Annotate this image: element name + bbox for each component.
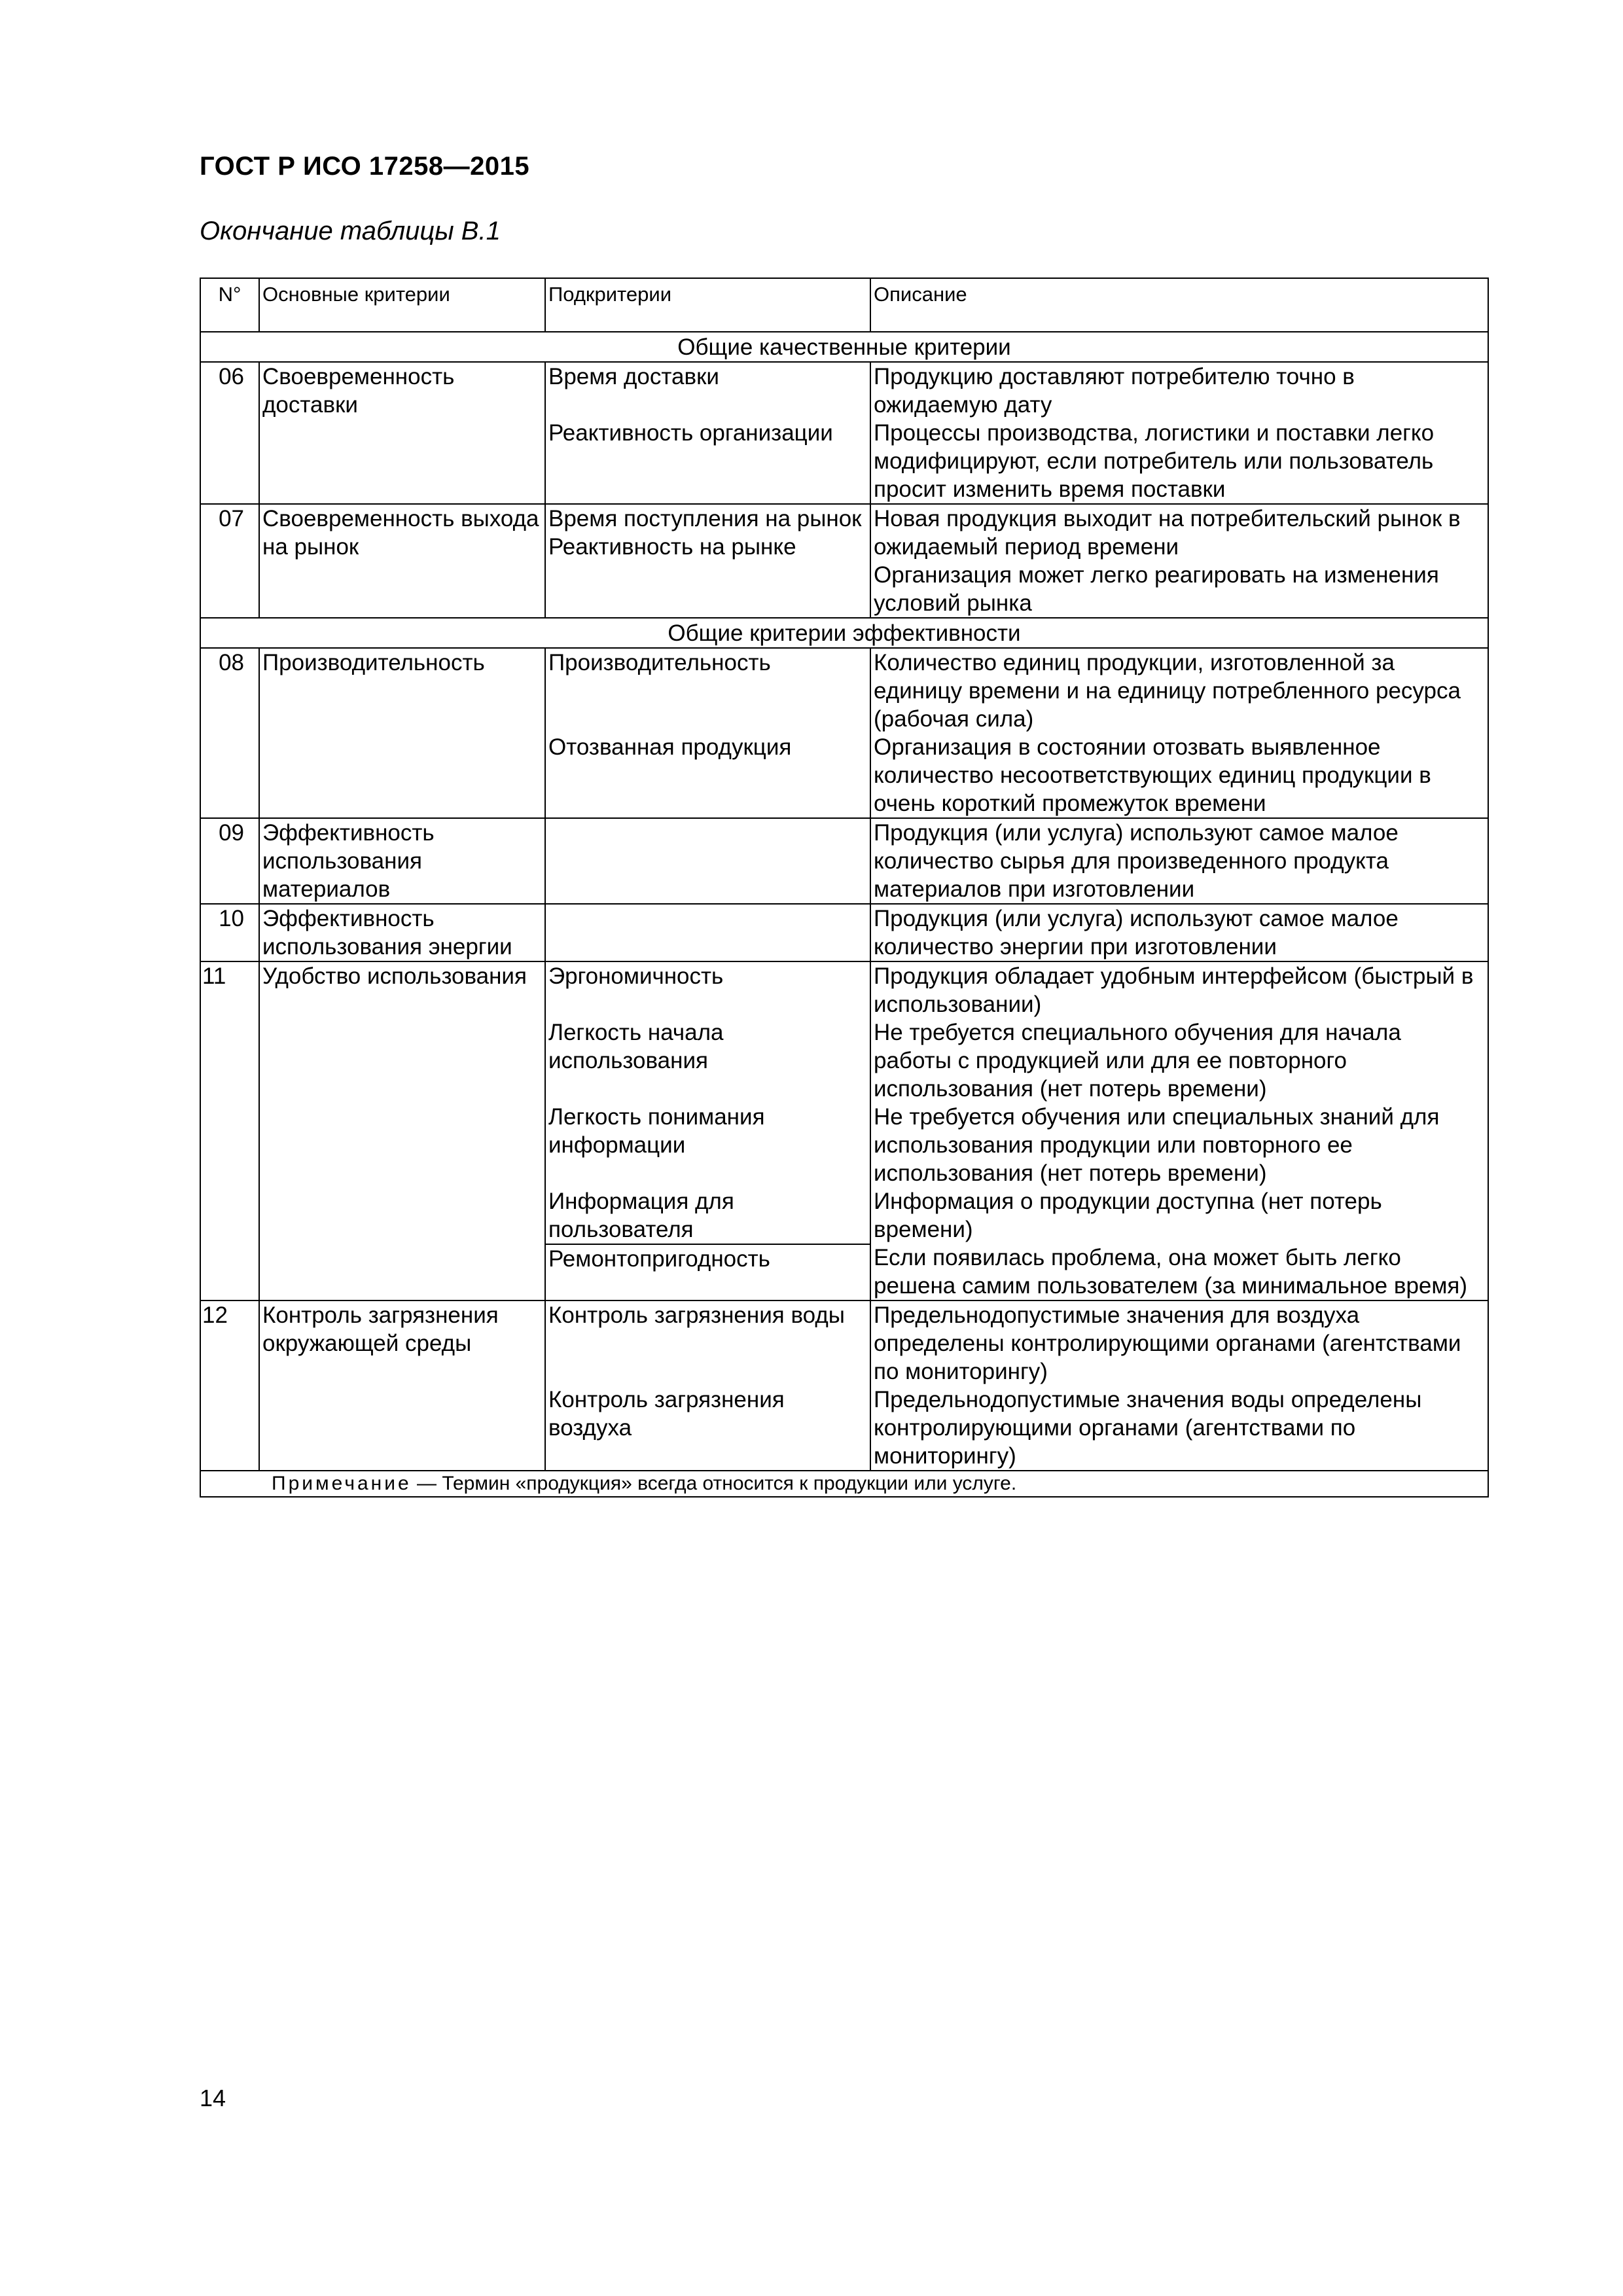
criteria-table bbox=[200, 278, 1489, 1498]
subcriterion: Производительность bbox=[548, 650, 771, 675]
table-row bbox=[200, 961, 1488, 1300]
row-criterion: Своевременность выхода на рынок bbox=[259, 504, 545, 618]
note-text: — Термин «продукция» всегда относится к продукции или услуге. bbox=[411, 1473, 1017, 1494]
row-subcriteria bbox=[545, 648, 870, 818]
row-criterion: Производительность bbox=[259, 648, 545, 818]
row-subcriteria bbox=[545, 961, 870, 1300]
row-number: 08 bbox=[200, 648, 259, 818]
row-criterion: Эффективность использования энергии bbox=[259, 904, 545, 961]
section-title-efficiency: Общие критерии эффективности bbox=[200, 618, 1488, 648]
table-caption: Окончание таблицы В.1 bbox=[200, 217, 501, 245]
row-number: 10 bbox=[200, 904, 259, 961]
description: Продукция обладает удобным интерфейсом (быстрый в использовании) bbox=[874, 963, 1474, 1017]
column-header-description: Описание bbox=[870, 278, 1488, 332]
column-header-number: N° bbox=[200, 278, 259, 332]
description: Организация в состоянии отозвать выявленное количество несоответствующих единиц продукции в очень короткий промежуток времени bbox=[874, 734, 1431, 816]
description: Не требуется обучения или специальных знаний для использования продукции или повторного ее использования (нет потерь времени) bbox=[874, 1104, 1440, 1186]
subcriterion: Ремонтопригодность bbox=[548, 1246, 770, 1272]
subcriterion: Реактивность на рынке bbox=[548, 534, 796, 560]
note-label: Примечание bbox=[272, 1473, 412, 1494]
description: Предельнодопустимые значения для воздуха определены контролирующими органами (агентствами по мониторингу) bbox=[874, 1302, 1461, 1384]
subcriterion: Время поступления на рынок bbox=[548, 506, 862, 531]
document-code: ГОСТ Р ИСО 17258—2015 bbox=[200, 152, 530, 181]
description: Количество единиц продукции, изготовленной за единицу времени и на единицу потребленного ресурса (рабочая сила) bbox=[874, 650, 1461, 732]
row-description: Продукция (или услуга) используют самое малое количество энергии при изготовлении bbox=[870, 904, 1488, 961]
row-description bbox=[870, 961, 1488, 1300]
row-subcriteria bbox=[545, 1300, 870, 1471]
table-row bbox=[200, 904, 1488, 961]
subcriterion: Отозванная продукция bbox=[548, 734, 792, 760]
row-subcriteria bbox=[545, 362, 870, 504]
row-subcriteria bbox=[545, 904, 870, 961]
section-title-quality: Общие качественные критерии bbox=[200, 332, 1488, 362]
subcriterion: Контроль загрязнения воды bbox=[548, 1302, 845, 1328]
table-row bbox=[200, 362, 1488, 504]
row-number: 12 bbox=[200, 1300, 259, 1471]
table-row bbox=[200, 1300, 1488, 1471]
row-subcriteria bbox=[545, 504, 870, 618]
row-description bbox=[870, 362, 1488, 504]
row-criterion: Удобство использования bbox=[259, 961, 545, 1300]
row-description: Продукция (или услуга) используют самое малое количество сырья для произведенного продукта материалов при изготовлении bbox=[870, 818, 1488, 904]
row-criterion: Эффективность использования материалов bbox=[259, 818, 545, 904]
description: Не требуется специального обучения для начала работы с продукцией или для ее повторного использования (нет потерь времени) bbox=[874, 1020, 1401, 1102]
subcriterion: Эргономичность bbox=[548, 963, 724, 989]
row-subcriteria bbox=[545, 818, 870, 904]
description: Новая продукция выходит на потребительский рынок в ожидаемый период времени bbox=[874, 506, 1461, 560]
row-number: 06 bbox=[200, 362, 259, 504]
table-header-row bbox=[200, 278, 1488, 332]
table-row bbox=[200, 504, 1488, 618]
description: Предельнодопустимые значения воды определены контролирующими органами (агентствами по мониторингу) bbox=[874, 1387, 1422, 1469]
row-description bbox=[870, 504, 1488, 618]
subcriterion: Реактивность организации bbox=[548, 420, 833, 446]
subcriterion: Информация для пользователя bbox=[548, 1189, 734, 1242]
row-criterion: Своевременность доставки bbox=[259, 362, 545, 504]
table-row bbox=[200, 818, 1488, 904]
table-note bbox=[200, 1471, 1488, 1497]
page-number: 14 bbox=[200, 2085, 226, 2111]
subcriterion: Легкость начала использования bbox=[548, 1020, 724, 1073]
subcriterion: Контроль загрязнения воздуха bbox=[548, 1387, 785, 1441]
row-description bbox=[870, 1300, 1488, 1471]
description: Процессы производства, логистики и поставки легко модифицируют, если потребитель или пользователь просит изменить время поставки bbox=[874, 420, 1435, 502]
column-header-subcriteria: Подкритерии bbox=[545, 278, 870, 332]
row-number: 11 bbox=[200, 961, 259, 1300]
row-criterion: Контроль загрязнения окружающей среды bbox=[259, 1300, 545, 1471]
description: Если появилась проблема, она может быть легко решена самим пользователем (за минимальное время) bbox=[874, 1245, 1468, 1299]
description: Продукцию доставляют потребителю точно в ожидаемую дату bbox=[874, 364, 1355, 418]
row-number: 07 bbox=[200, 504, 259, 618]
subcriterion: Время доставки bbox=[548, 364, 719, 389]
row-description bbox=[870, 648, 1488, 818]
table-note-row bbox=[200, 1471, 1488, 1497]
section-row-quality bbox=[200, 332, 1488, 362]
column-header-criteria: Основные критерии bbox=[259, 278, 545, 332]
description: Организация может легко реагировать на изменения условий рынка bbox=[874, 562, 1439, 616]
table-row bbox=[200, 648, 1488, 818]
subcriterion: Легкость понимания информации bbox=[548, 1104, 765, 1158]
row-number: 09 bbox=[200, 818, 259, 904]
section-row-efficiency bbox=[200, 618, 1488, 648]
description: Информация о продукции доступна (нет потерь времени) bbox=[874, 1189, 1382, 1242]
